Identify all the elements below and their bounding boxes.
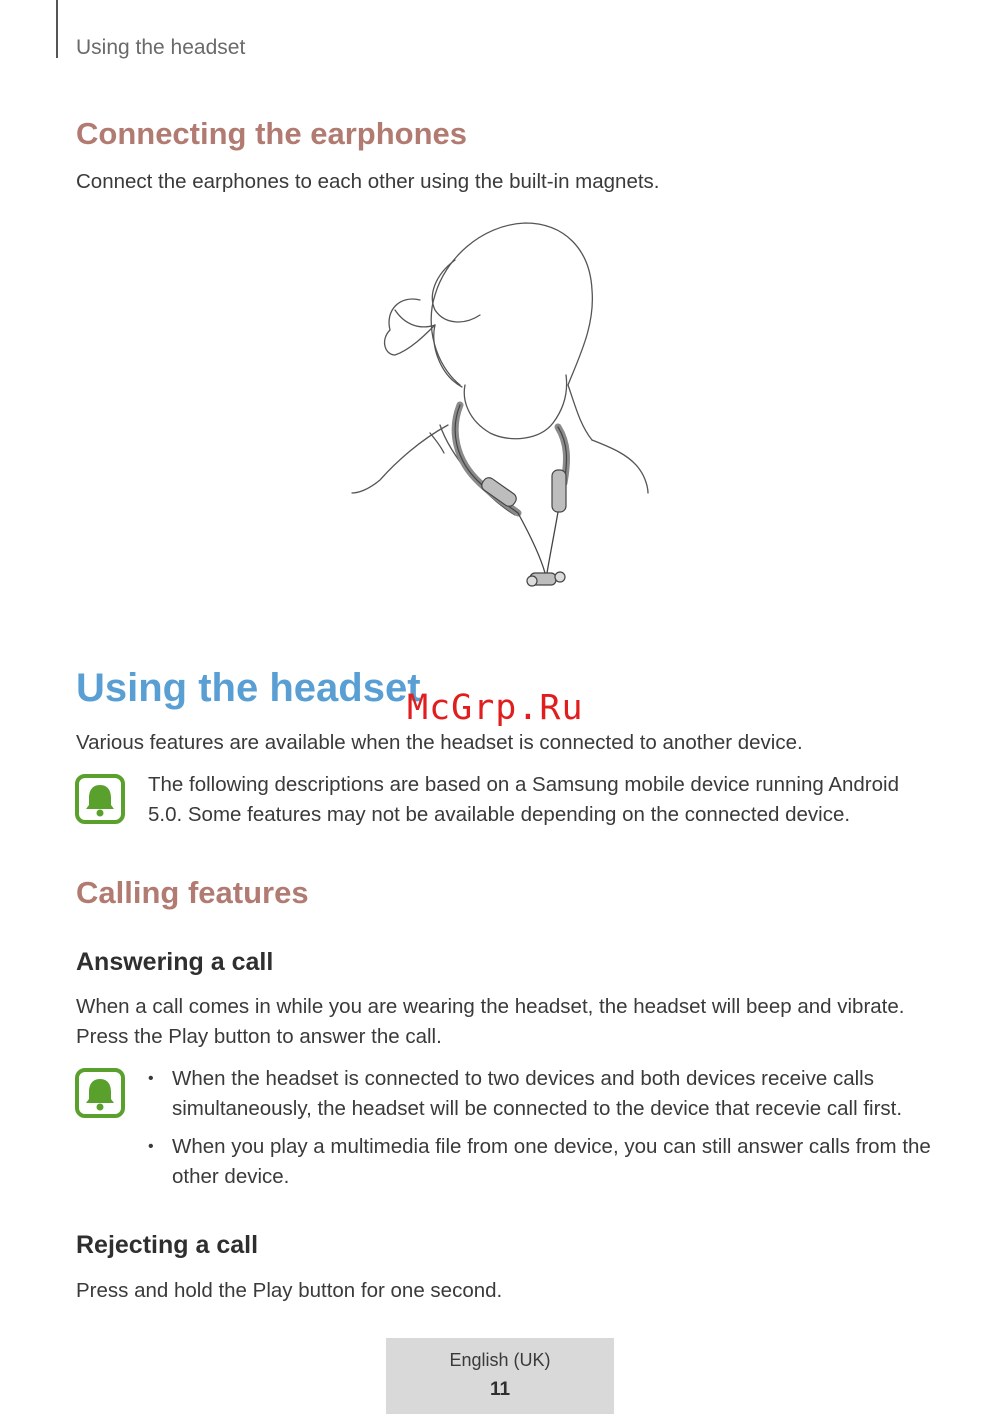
- list-item: [148, 1064, 938, 1124]
- bell-note-icon: [74, 773, 126, 825]
- running-head: Using the headset: [76, 36, 246, 59]
- subsection-title-answering: Answering a call: [76, 948, 274, 976]
- list-item-text: When the headset is connected to two devices and both devices receive calls simultaneously, the headset will be connected to the device that recevie call first.: [172, 1067, 903, 1120]
- section-title-connecting: Connecting the earphones: [76, 116, 467, 151]
- section-title-calling: Calling features: [76, 875, 309, 910]
- answering-notes-list: [148, 1064, 938, 1200]
- using-body: Various features are available when the headset is connected to another device.: [76, 731, 803, 754]
- bullet-icon: •: [148, 1070, 154, 1087]
- page-number: 11: [489, 1379, 511, 1400]
- connecting-body: Connect the earphones to each other using the built-in magnets.: [76, 170, 660, 193]
- list-item: [148, 1132, 938, 1192]
- header-rule: [56, 0, 58, 58]
- page-footer: [386, 1338, 614, 1414]
- note-text-android: The following descriptions are based on a Samsung mobile device running Android 5.0. Some features may not be available depending on the connected device.: [148, 773, 899, 826]
- headset-wearing-illustration: [340, 215, 660, 595]
- chapter-title-using: Using the headset: [76, 666, 421, 710]
- list-item-text: When you play a multimedia file from one device, you can still answer calls from the other device.: [172, 1135, 931, 1188]
- bullet-icon: •: [148, 1138, 154, 1155]
- watermark: McGrp.Ru: [407, 688, 584, 728]
- subsection-title-rejecting: Rejecting a call: [76, 1231, 259, 1259]
- bell-note-icon: [74, 1067, 126, 1119]
- answering-body: When a call comes in while you are wearing the headset, the headset will beep and vibrate. Press the Play button to answer the call.: [76, 995, 905, 1048]
- footer-language: English (UK): [449, 1350, 551, 1370]
- rejecting-body: Press and hold the Play button for one second.: [76, 1279, 503, 1302]
